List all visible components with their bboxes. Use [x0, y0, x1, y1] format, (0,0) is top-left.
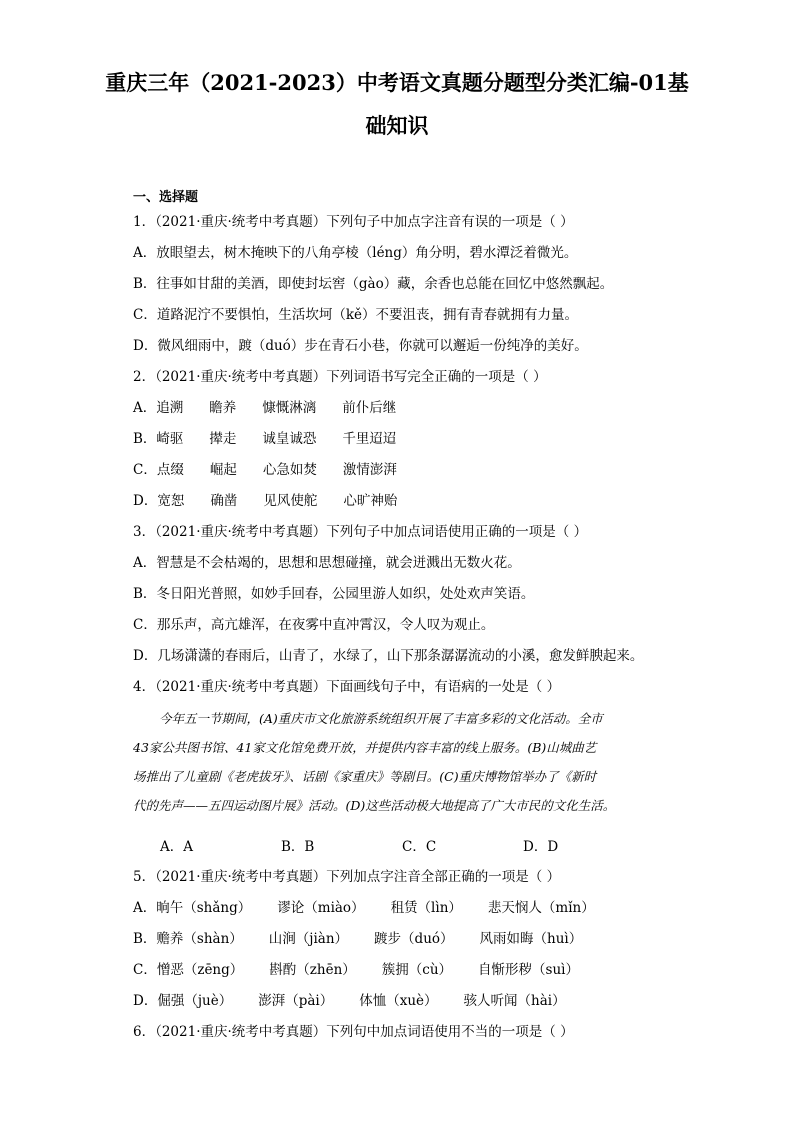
question-4-option-b: B．B — [281, 839, 315, 855]
passage-line: 今年五一节期间，(A)重庆市文化旅游系统组织开展了丰富多彩的文化活动。全市 — [159, 711, 603, 726]
option-word: 租赁（lìn） — [390, 900, 462, 916]
option-word: 千里迢迢 — [342, 431, 397, 447]
question-5-option-b — [133, 929, 608, 949]
option-word: 澎湃（pài） — [258, 993, 334, 1009]
question-5-option-d — [133, 991, 592, 1011]
question-5-option-c — [133, 960, 605, 980]
question-3-option-a: A．智慧是不会枯竭的，思想和思想碰撞，就会迸溅出无数火花。 — [133, 555, 521, 571]
question-4-option-d: D．D — [523, 839, 559, 855]
option-word: 谬论（miào） — [277, 900, 365, 916]
option-word: D．宽恕 — [133, 493, 185, 509]
option-word: 前仆后继 — [342, 400, 397, 416]
section-heading: 一、选择题 — [133, 190, 199, 205]
option-word: 骇人听闻（hài） — [463, 993, 566, 1009]
question-2-option-b — [133, 429, 422, 449]
question-4-stem: 4．（2021·重庆·统考中考真题）下面画线句子中，有语病的一处是（ ） — [133, 679, 561, 695]
option-word: 悲天悯人（mǐn） — [487, 900, 595, 916]
question-3-option-c: C．那乐声，高亢雄浑，在夜雾中直冲霄汉，令人叹为观止。 — [133, 617, 495, 633]
option-word: 见风使舵 — [263, 493, 318, 509]
option-word: 心急如焚 — [262, 462, 317, 478]
option-word: B．赡养（shàn） — [133, 931, 243, 947]
question-3-option-d: D．几场潇潇的春雨后，山青了，水绿了，山下那条潺潺流动的小溪，愈发鲜腴起来。 — [133, 648, 644, 664]
question-4-option-a: A．A — [160, 839, 193, 855]
option-word: 斟酌（zhēn） — [269, 962, 356, 978]
option-word: 激情澎湃 — [342, 462, 397, 478]
option-word: B．崎驱 — [133, 431, 184, 447]
option-word: 簇拥（cù） — [381, 962, 453, 978]
passage-line: 场推出了儿童剧《老虎拔牙》、话剧《家重庆》等剧目。(C)重庆博物馆举办了《新时 — [133, 769, 597, 784]
document-title-line2: 础知识 — [365, 113, 429, 138]
option-word: D．倔强（juè） — [133, 993, 233, 1009]
question-1-option-d: D．微风细雨中，踱（duó）步在青石小巷，你就可以邂逅一份纯净的美好。 — [133, 338, 588, 354]
option-word: 诚皇诚恐 — [262, 431, 317, 447]
question-4-option-c: C．C — [402, 839, 437, 855]
question-5-stem: 5．（2021·重庆·统考中考真题）下列加点字注音全部正确的一项是（ ） — [133, 869, 561, 885]
option-word: 体恤（xuè） — [359, 993, 438, 1009]
option-word: 瞻养 — [209, 400, 237, 416]
option-word: 山涧（jiàn） — [268, 931, 349, 947]
option-word: 心旷神贻 — [343, 493, 398, 509]
question-5-option-a — [133, 898, 621, 918]
option-word: 慷慨淋漓 — [262, 400, 317, 416]
question-6-stem: 6．（2021·重庆·统考中考真题）下列句中加点词语使用不当的一项是（ ） — [133, 1024, 574, 1040]
option-word: 风雨如晦（huì） — [479, 931, 583, 947]
question-2-option-d — [133, 491, 423, 511]
option-word: 崛起 — [209, 462, 237, 478]
question-1-stem: 1．（2021·重庆·统考中考真题）下列句子中加点字注音有误的一项是（ ） — [133, 214, 574, 230]
question-2-stem: 2．（2021·重庆·统考中考真题）下列词语书写完全正确的一项是（ ） — [133, 369, 547, 385]
option-word: A．追溯 — [133, 400, 184, 416]
question-3-option-b: B．冬日阳光普照，如妙手回春，公园里游人如织，处处欢声笑语。 — [133, 586, 535, 602]
document-title-line1: 重庆三年（2021-2023）中考语文真题分题型分类汇编-01基 — [105, 70, 689, 95]
option-word: 确凿 — [210, 493, 238, 509]
option-word: 自惭形秽（suì） — [478, 962, 579, 978]
question-2-option-c — [133, 460, 423, 480]
option-word: C．憎恶（zēng） — [133, 962, 244, 978]
option-word: A．晌午（shǎng） — [133, 900, 252, 916]
passage-line: 43家公共图书馆、41家文化馆免费开放，并提供内容丰富的线上服务。(B)山城曲艺 — [133, 740, 597, 755]
option-word: C．点缀 — [133, 462, 184, 478]
question-4-options — [160, 835, 644, 855]
option-word: 撵走 — [209, 431, 237, 447]
question-4-passage — [133, 704, 663, 820]
question-2-option-a — [133, 398, 422, 418]
option-word: 踱步（duó） — [374, 931, 454, 947]
question-1-option-c: C．道路泥泞不要惧怕，生活坎坷（kě）不要沮丧，拥有青春就拥有力量。 — [133, 307, 578, 323]
passage-line: 代的先声——五四运动图片展》活动。(D)这些活动极大地提高了广大市民的文化生活。 — [133, 798, 616, 813]
question-1-option-b: B．往事如甘甜的美酒，即使封坛窖（gào）藏，余香也总能在回忆中悠然飘起。 — [133, 276, 614, 292]
question-3-stem: 3．（2021·重庆·统考中考真题）下列句子中加点词语使用正确的一项是（ ） — [133, 524, 588, 540]
question-1-option-a: A．放眼望去，树木掩映下的八角亭棱（léng）角分明，碧水潭泛着微光。 — [133, 245, 578, 261]
